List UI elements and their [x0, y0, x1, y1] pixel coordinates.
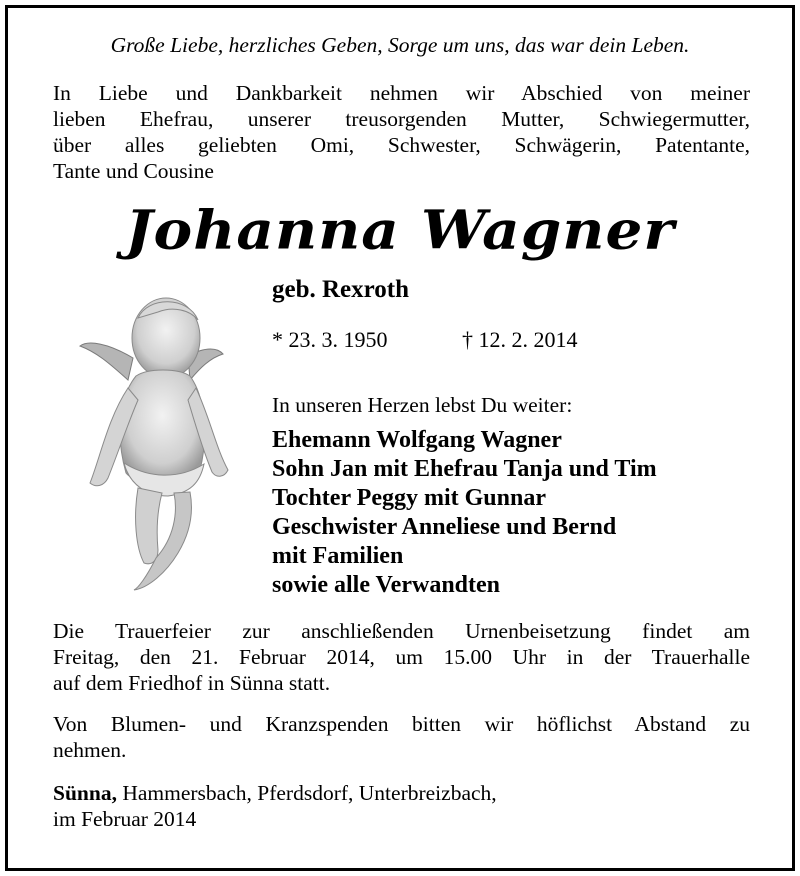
mourner-line: Geschwister Anneliese und Bernd [272, 514, 617, 540]
signoff-places-rest: Hammersbach, Pferdsdorf, Unterbreizbach, [116, 781, 497, 805]
intro-text [53, 80, 750, 184]
signoff-places [53, 780, 750, 806]
intro-line: lieben Ehefrau, unserer treusorgenden Mutter, Schwiegermutter, [53, 107, 750, 131]
mourner-line: Sohn Jan mit Ehefrau Tanja und Tim [272, 456, 657, 482]
maiden-name: geb. Rexroth [272, 276, 410, 303]
signoff-place-bold: Sünna, [53, 781, 117, 805]
death-date: † 12. 2. 2014 [462, 327, 578, 352]
mourner-line: mit Familien [272, 543, 404, 569]
flowers-line: nehmen. [53, 738, 127, 762]
mourner-line: Ehemann Wolfgang Wagner [272, 427, 562, 453]
funeral-info [53, 618, 750, 696]
signoff [53, 780, 750, 832]
mourners-list [272, 426, 657, 600]
intro-line: In Liebe und Dankbarkeit nehmen wir Abschied von meiner [53, 81, 750, 105]
flowers-note [53, 711, 750, 763]
deceased-name: Johanna Wagner [125, 198, 675, 262]
funeral-line: auf dem Friedhof in Sünna statt. [53, 671, 331, 695]
angel-figure-image [78, 288, 238, 593]
intro-line: über alles geliebten Omi, Schwester, Schwägerin, Patentante, [53, 133, 750, 157]
motto: Große Liebe, herzliches Geben, Sorge um uns, das war dein Leben. [110, 33, 690, 57]
funeral-line: Freitag, den 21. Februar 2014, um 15.00 Uhr in der Trauerhalle [53, 645, 750, 669]
mourners-lead: In unseren Herzen lebst Du weiter: [272, 393, 573, 417]
flowers-line: Von Blumen- und Kranzspenden bitten wir höflichst Abstand zu [53, 712, 750, 736]
funeral-line: Die Trauerfeier zur anschließenden Urnenbeisetzung findet am [53, 619, 750, 643]
mourner-line: Tochter Peggy mit Gunnar [272, 485, 546, 511]
signoff-date: im Februar 2014 [53, 807, 197, 831]
mourner-line: sowie alle Verwandten [272, 572, 500, 598]
intro-line: Tante und Cousine [53, 159, 214, 183]
birth-date: * 23. 3. 1950 [272, 327, 388, 352]
